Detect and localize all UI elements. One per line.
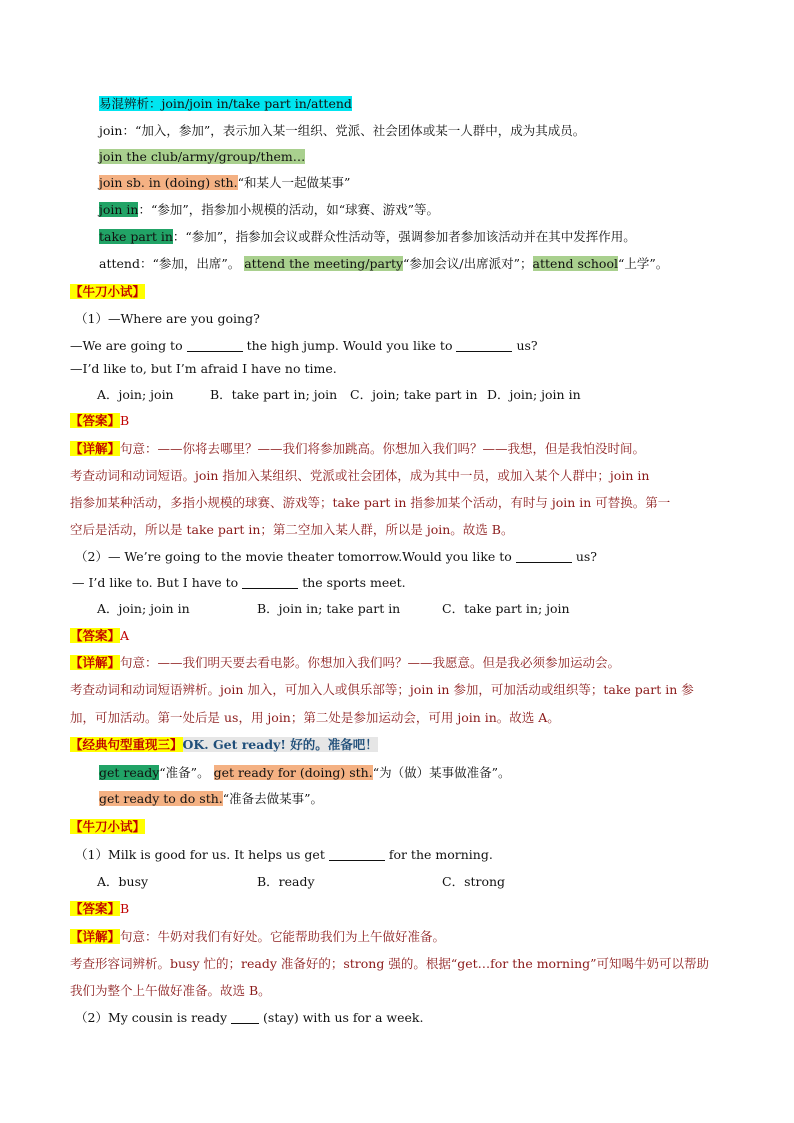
attend-definition: attend：“参加，出席”。 attend the meeting/party“参加会议/出席派对”；attend school“上学”。 (99, 256, 669, 271)
q1-option-c[interactable]: C．join; take part in (350, 387, 478, 402)
q4-line1: （2）My cousin is ready (stay) with us for a week. (75, 1010, 424, 1025)
q2-blank-2[interactable] (242, 576, 298, 589)
practice-tag-1: 【牛刀小试】 (70, 284, 146, 299)
q1-detail-2: 考查动词和动词短语。join 指加入某组织、党派或社会团体，成为其中一员，或加入某个人群中；join in (70, 468, 650, 483)
sentence-pattern-heading: 【经典句型重现三】OK. Get ready! 好的。准备吧！ (70, 737, 378, 752)
take-part-in-definition: take part in：“参加”，指参加会议或群众性活动等，强调参加者参加该活动并在其中发挥作用。 (99, 229, 636, 244)
q4-blank-1[interactable] (231, 1011, 259, 1024)
practice-tag-2: 【牛刀小试】 (70, 819, 146, 834)
q1-line2: —We are going to the high jump. Would you like to us? (70, 338, 538, 353)
q3-option-a[interactable]: A．busy (97, 874, 149, 889)
q1-option-d[interactable]: D．join; join in (487, 387, 581, 402)
q1-line3: —I’d like to, but I’m afraid I have no time. (70, 361, 337, 376)
q3-detail-2: 考查形容词辨析。busy 忙的；ready 准备好的；strong 强的。根据“get…for the morning”可知喝牛奶可以帮助 (70, 956, 710, 971)
confusion-title (99, 95, 352, 113)
q3-detail-3: 我们为整个上午做好准备。故选 B。 (70, 983, 271, 998)
join-example-1: join the club/army/group/them… (99, 149, 306, 164)
q1-blank-2[interactable] (456, 339, 512, 352)
q3-option-c[interactable]: C．strong (442, 874, 506, 889)
q3-options (97, 873, 505, 891)
get-ready-1: get ready“准备”。 get ready for (doing) sth.“为（做）某事做准备”。 (99, 765, 511, 780)
q2-blank-1[interactable] (516, 550, 572, 563)
q1-detail-3: 指参加某种活动，多指小规模的球赛、游戏等；take part in 指参加某个活动，有时与 join in 可替换。第一 (70, 495, 671, 510)
q2-options (97, 600, 570, 618)
q2-option-a[interactable]: A．join; join in (97, 601, 190, 616)
q2-option-b[interactable]: B．join in; take part in (257, 601, 401, 616)
get-ready-2: get ready to do sth.“准备去做某事”。 (99, 791, 324, 806)
q1-answer: 【答案】B (70, 413, 130, 428)
q1-detail-4: 空后是活动，所以是 take part in；第二空加入某人群，所以是 join。故选 B。 (70, 522, 514, 537)
q1-options (97, 386, 581, 404)
q3-line1: （1）Milk is good for us. It helps us get for the morning. (75, 847, 493, 862)
q3-blank-1[interactable] (329, 848, 385, 861)
q2-detail-3: 加，可加活动。第一处后是 us，用 join；第二处是参加运动会，可用 join in。故选 A。 (70, 710, 560, 725)
q3-detail-1: 【详解】句意：牛奶对我们有好处。它能帮助我们为上午做好准备。 (70, 929, 446, 944)
q2-line1: （2）— We’re going to the movie theater tomorrow.Would you like to us? (75, 549, 597, 564)
confusion-title-text: 易混辨析：join/join in/take part in/attend (99, 96, 352, 111)
q1-stem: （1）—Where are you going? (75, 311, 260, 326)
q1-blank-1[interactable] (187, 339, 243, 352)
q2-detail-2: 考查动词和动词短语辨析。join 加入，可加入人或俱乐部等；join in 参加，可加活动或组织等；take part in 参 (70, 682, 694, 697)
q2-detail-1: 【详解】句意：——我们明天要去看电影。你想加入我们吗？——我愿意。但是我必须参加运动会。 (70, 655, 621, 670)
join-example-2: join sb. in (doing) sth.“和某人一起做某事” (99, 175, 351, 190)
q3-answer: 【答案】B (70, 901, 130, 916)
q2-option-c[interactable]: C．take part in; join (442, 601, 570, 616)
q1-option-a[interactable]: A．join; join (97, 387, 174, 402)
join-in-definition: join in：“参加”，指参加小规模的活动，如“球赛、游戏”等。 (99, 202, 440, 217)
q2-answer: 【答案】A (70, 628, 130, 643)
q1-option-b[interactable]: B．take part in; join (210, 387, 338, 402)
q2-line2: — I’d like to. But I have to the sports meet. (72, 575, 406, 590)
q1-detail-1: 【详解】句意：——你将去哪里？——我们将参加跳高。你想加入我们吗？——我想，但是我怕没时间。 (70, 441, 646, 456)
q3-option-b[interactable]: B．ready (257, 874, 315, 889)
join-definition: join：“加入，参加”，表示加入某一组织、党派、社会团体或某一人群中，成为其成员。 (99, 123, 586, 138)
